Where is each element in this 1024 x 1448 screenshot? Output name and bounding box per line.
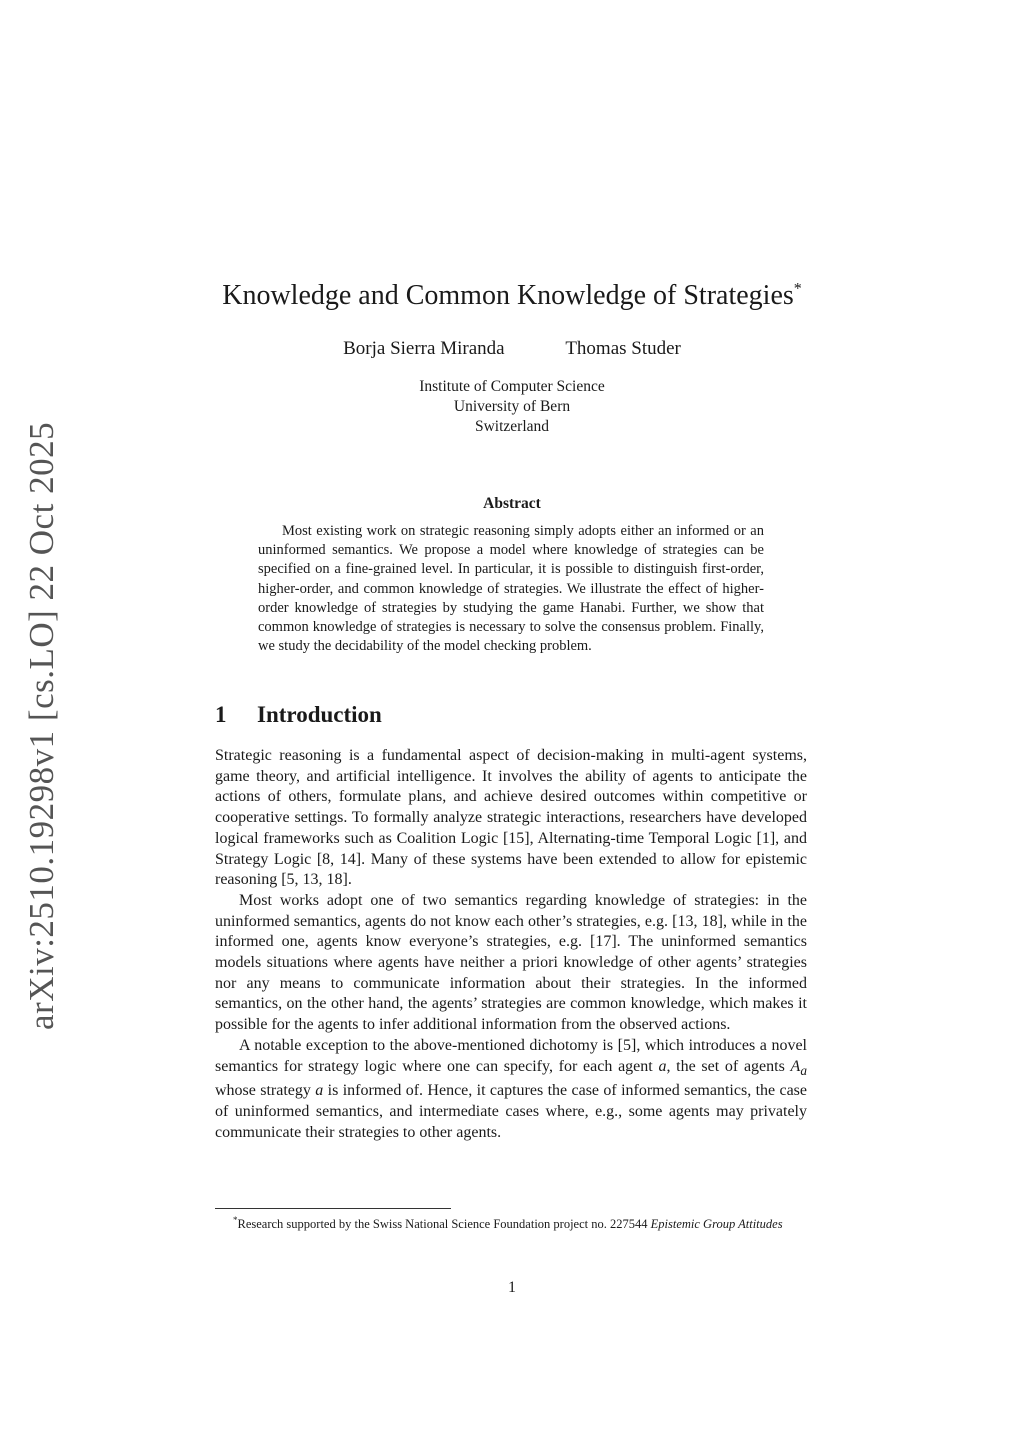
footnote-italic-text: Epistemic Group Attitudes: [650, 1217, 783, 1232]
affiliation-line-2: University of Bern: [453, 398, 571, 415]
footnote-text: Research supported by the Swiss National Science Foundation project no. 227544: [237, 1217, 648, 1232]
page-number: 1: [508, 1279, 516, 1296]
author-1: Borja Sierra Miranda: [343, 338, 505, 359]
footnote-rule: [215, 1208, 451, 1209]
footnote-mark: *: [233, 1215, 238, 1225]
paper-title-text: Knowledge and Common Knowledge of Strategies: [222, 280, 794, 311]
author-list: [0, 338, 1024, 360]
variable-a-2: a: [315, 1082, 324, 1100]
footnote: [215, 1212, 807, 1233]
arxiv-identifier: arXiv:2510.19298v1 [cs.LO] 22 Oct 2025: [22, 421, 61, 1030]
variable-subscript: a: [800, 1062, 807, 1078]
affiliation-line-1: Institute of Computer Science: [419, 378, 605, 395]
variable-a: a: [658, 1057, 667, 1075]
paragraph-2: Most works adopt one of two semantics regarding knowledge of strategies: in the uninformed semantics, agents do not know each other’s strategies, e.g. [13, 18], while in the informed one, agents know everyone’s strategies, e.g. [17]. The uninformed semantics models situations where agents have neither a priori knowledge of other agents’ strategies nor any means to communicate information about their strategies. In the informed semantics, on the other hand, the agents’ strategies are common knowledge, which makes it possible for the agents to infer additional information from the observed actions.: [215, 891, 807, 1034]
body-text: [215, 746, 807, 1144]
author-2: Thomas Studer: [565, 338, 681, 359]
section-title: Introduction: [257, 702, 382, 727]
paragraph-3-part-a: A notable exception to the above-mentioned dichotomy is [5], which introduces a novel semantics for strategy logic where one can specify, for each agent: [215, 1036, 807, 1075]
paragraph-1: Strategic reasoning is a fundamental aspect of decision-making in multi-agent systems, game theory, and artificial intelligence. It involves the ability of agents to anticipate the actions of others, formulate plans, and achieve desired outcomes within competitive or cooperative settings. To formally analyze strategic interactions, researchers have developed logical frameworks such as Coalition Logic [15], Alternating-time Temporal Logic [1], and Strategy Logic [8, 14]. Many of these systems have been extended to allow for epistemic reasoning [5, 13, 18].: [215, 747, 807, 889]
variable-A: A: [790, 1057, 801, 1075]
affiliation: [0, 377, 1024, 437]
abstract-heading: Abstract: [483, 495, 541, 512]
paper-title: [0, 280, 1024, 312]
paragraph-3-part-c: whose strategy: [215, 1082, 311, 1100]
title-footnote-mark: *: [793, 280, 802, 298]
section-heading: [215, 702, 382, 728]
abstract-text: Most existing work on strategic reasoning simply adopts either an informed or an uninformed semantics. We propose a model where knowledge of strategies can be specified on a fine-grained level. In particular, it is possible to distinguish first-order, higher-order, and common knowledge of strategies. We illustrate the effect of higher-order knowledge of strategies by studying the game Hanabi. Further, we show that common knowledge of strategies is necessary to solve the consensus problem. Finally, we study the decidability of the model checking problem.: [258, 523, 764, 655]
section-number: 1: [215, 702, 227, 727]
paragraph-3-part-d: is informed of. Hence, it captures the case of informed semantics, the case of uninformed semantics, and intermediate cases where, e.g., some agents may privately communicate their strategies to other agents.: [215, 1082, 808, 1141]
affiliation-line-3: Switzerland: [474, 418, 550, 435]
paragraph-3: [215, 1036, 807, 1144]
paragraph-3-part-b: , the set of agents: [666, 1057, 785, 1075]
